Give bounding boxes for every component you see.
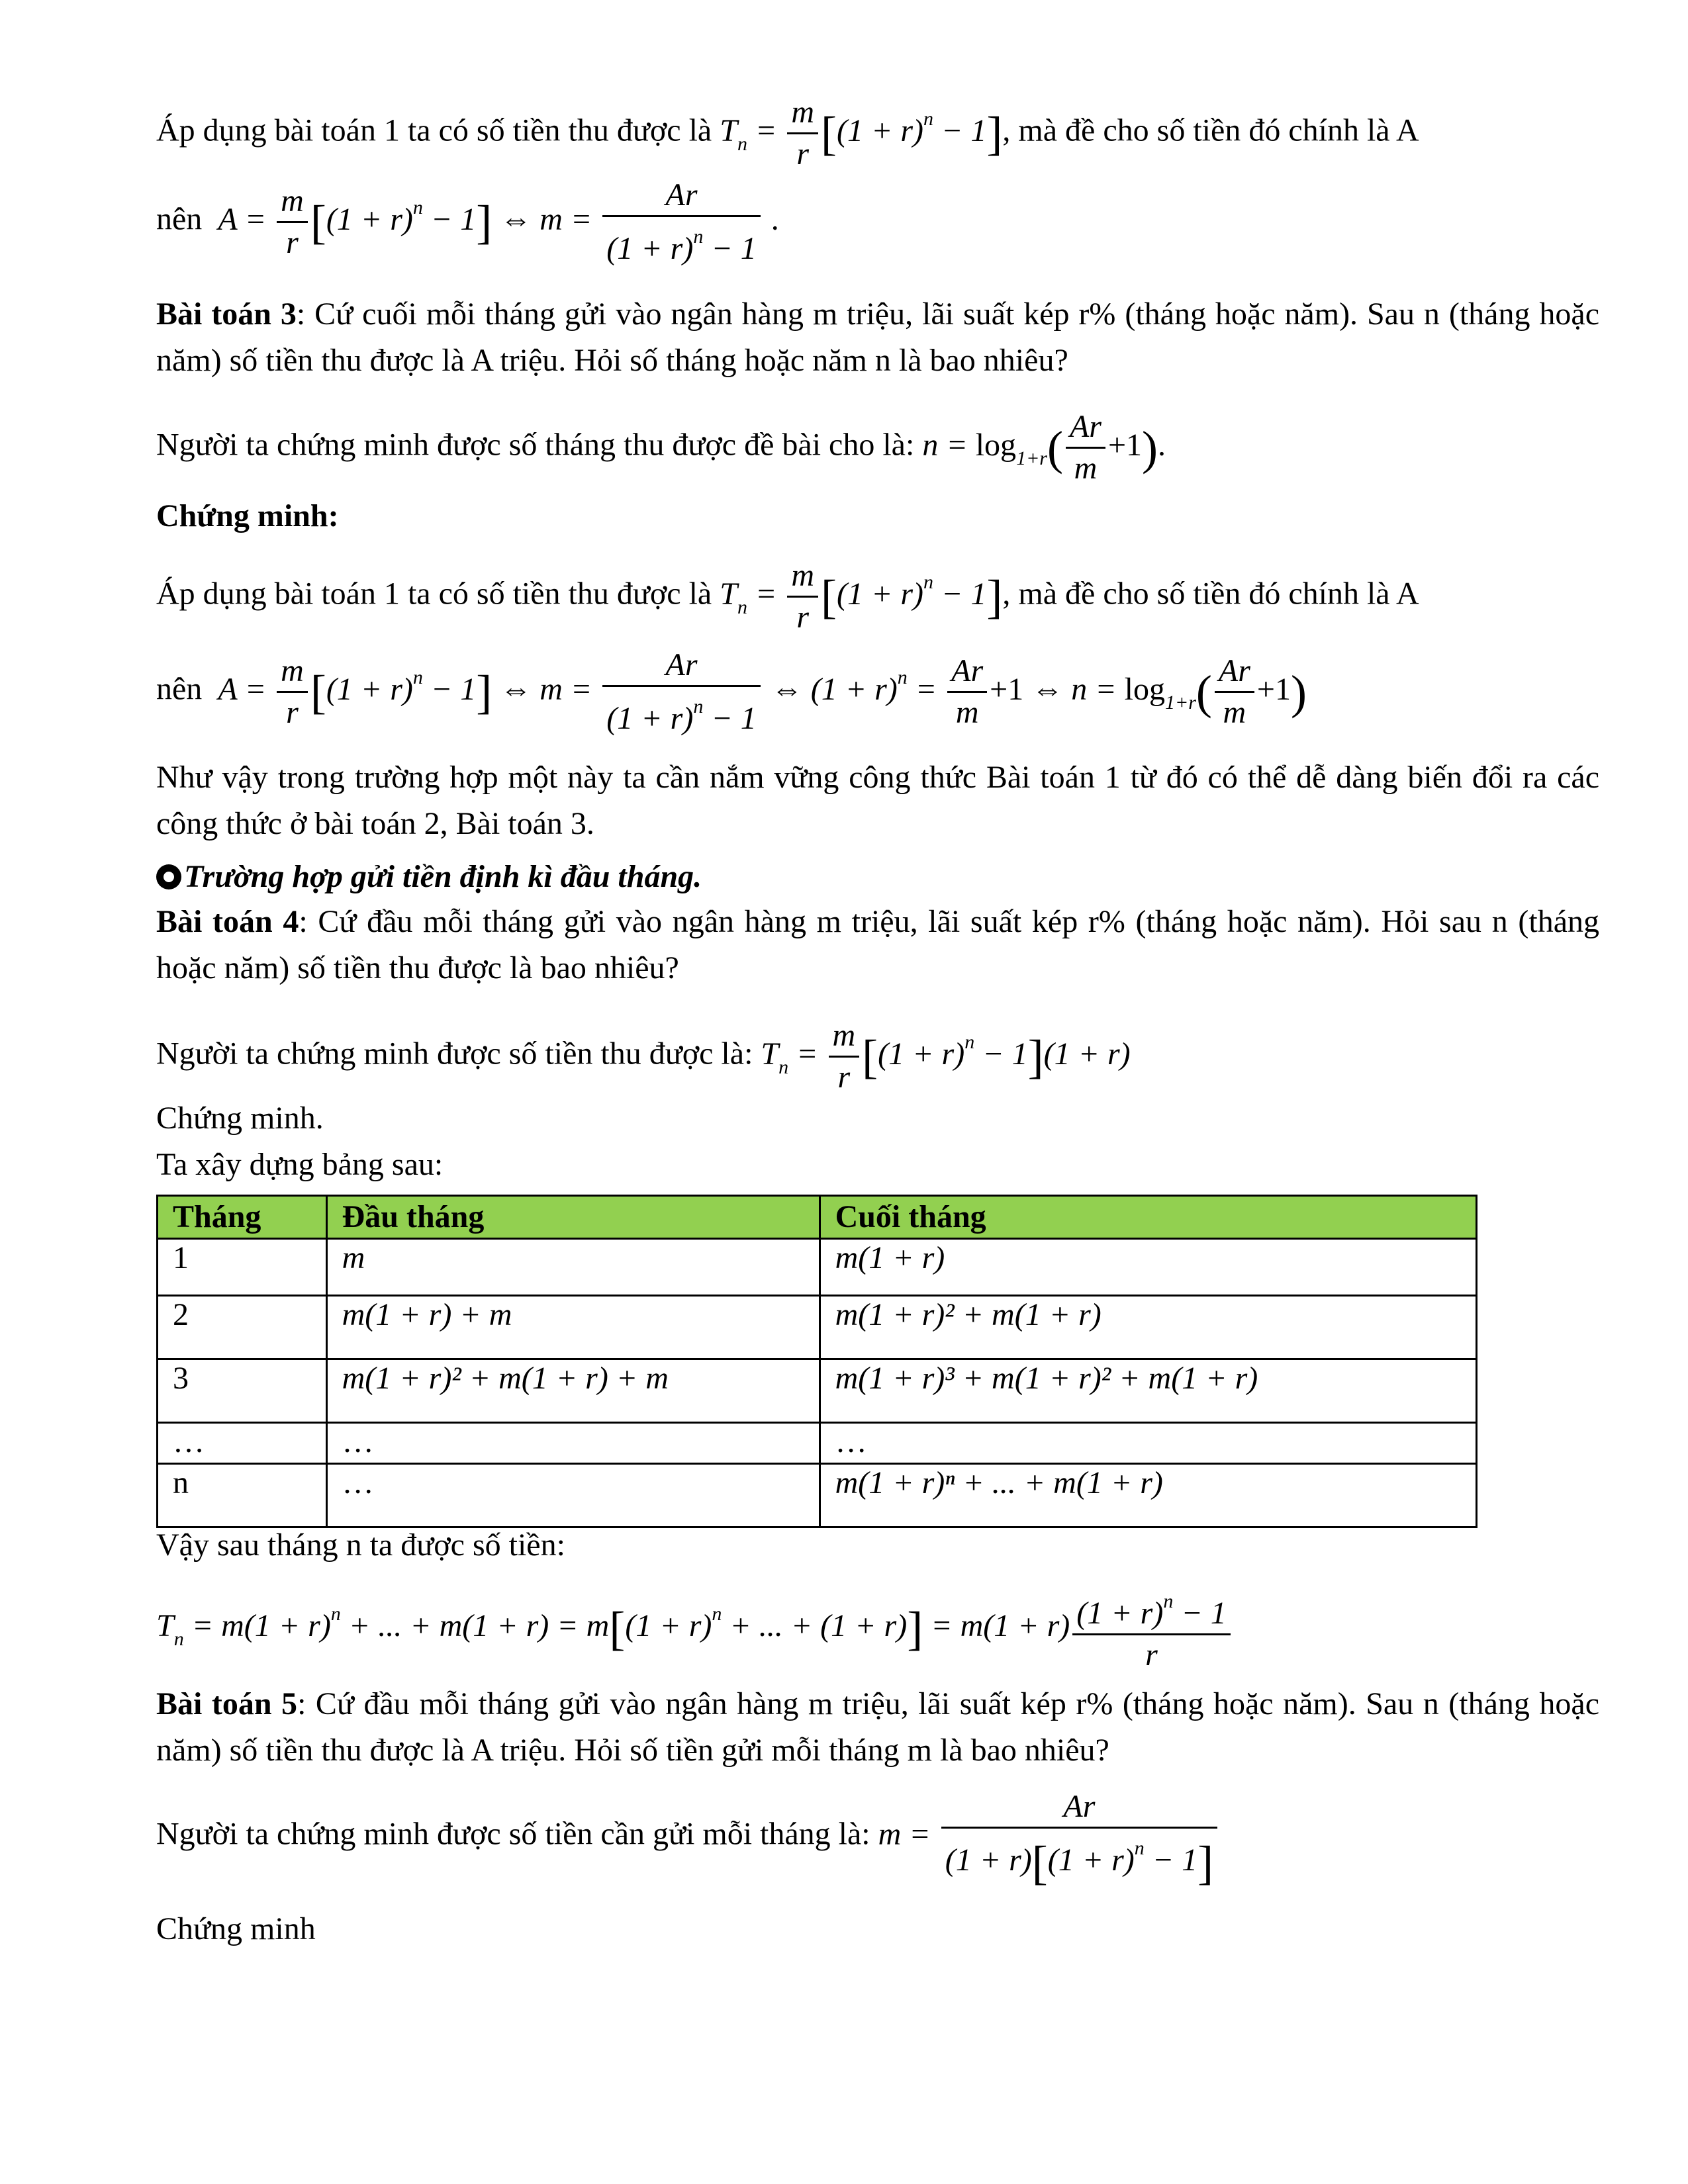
bai-toan-5-text: : Cứ đầu mỗi tháng gửi vào ngân hàng m triệu, lãi suất kép r% (tháng hoặc năm). Sau n (tháng hoặc năm) số tiền thu được là A triệu. Hỏi số tiền gửi mỗi tháng m là bao nhiêu?	[156, 1686, 1600, 1768]
paragraph-bai-toan-4	[156, 899, 1599, 991]
cell-month: 3	[158, 1359, 327, 1423]
table-row	[158, 1359, 1477, 1423]
cell-month: 1	[158, 1239, 327, 1296]
cell-start: …	[326, 1464, 820, 1527]
cell-start: m(1 + r)² + m(1 + r) + m	[326, 1359, 820, 1423]
cell-start: m	[326, 1239, 820, 1296]
text-apply-bt1-2: Áp dụng bài toán 1 ta có số tiền thu được là	[156, 576, 712, 612]
paragraph-bt4-claim	[156, 1016, 1599, 1097]
header-cuoi-thang: Cuối tháng	[820, 1196, 1476, 1239]
paragraph-derive-n	[156, 645, 1599, 739]
paragraph-bai-toan-3	[156, 291, 1599, 384]
text-nen-2: nên	[156, 671, 203, 707]
paragraph-summary: Như vậy trong trường hợp một này ta cần nắm vững công thức Bài toán 1 từ đó có thể dễ dàng biến đổi ra các công thức ở bài toán 2, Bài toán 3.	[156, 760, 1599, 841]
cell-end: m(1 + r)ⁿ + ... + m(1 + r)	[820, 1464, 1476, 1527]
cell-month: 2	[158, 1296, 327, 1359]
header-thang: Tháng	[158, 1196, 327, 1239]
header-dau-thang: Đầu tháng	[326, 1196, 820, 1239]
table-row	[158, 1423, 1477, 1464]
cell-end: …	[820, 1423, 1476, 1464]
circle-bullet-icon	[156, 864, 181, 889]
proof-2: Chứng minh.	[156, 1101, 324, 1136]
bt3-claim-text: Người ta chứng minh được số tháng thu được đề bài cho là:	[156, 427, 915, 463]
formula-m-begin: m = $\frac{Ar}{(1 + r)[(1 + r)^n - 1]}$	[878, 1817, 1221, 1852]
case-heading	[156, 854, 1599, 900]
paragraph-apply-bt1	[156, 93, 1599, 174]
text-apply-bt1-2-tail: , mà đề cho số tiền đó chính là A	[1002, 576, 1419, 612]
paragraph-bt5-claim	[156, 1787, 1599, 1887]
formula-n-log: $n = \log_{1+r}$( $\frac{Ar}{m}$ +1).	[922, 428, 1166, 463]
proof-3: Chứng minh	[156, 1911, 316, 1946]
bai-toan-4-text: : Cứ đầu mỗi tháng gửi vào ngân hàng m triệu, lãi suất kép r% (tháng hoặc năm). Hỏi sau n (tháng hoặc năm) số tiền thu được là bao nhiêu?	[156, 904, 1599, 985]
table-row	[158, 1296, 1477, 1359]
deposit-table	[156, 1195, 1477, 1528]
text-apply-bt1-tail: , mà đề cho số tiền đó chính là A	[1002, 113, 1419, 148]
text-apply-bt1: Áp dụng bài toán 1 ta có số tiền thu được là	[156, 113, 712, 148]
proof-heading: Chứng minh:	[156, 498, 339, 533]
formula-tn: $T_n$ = $\frac{m}{r}$ $[(1 + r)^n - 1]$	[720, 113, 1002, 148]
cell-end: m(1 + r)³ + m(1 + r)² + m(1 + r)	[820, 1359, 1476, 1423]
text-nen: nên	[156, 201, 203, 237]
paragraph-bai-toan-5	[156, 1681, 1599, 1774]
table-row	[158, 1464, 1477, 1527]
cell-start: …	[326, 1423, 820, 1464]
formula-tn-2: $T_n$ = $\frac{m}{r}$ $[(1 + r)^n - 1]$	[720, 576, 1002, 612]
formula-tn-sum: $T_n = m(1 + r)^n$ + ... + $m(1 + r) = m[(1 + r)^n$ + ... + (1 + r)] = m(1 + r) $\frac{(1 + r)^n - 1}{r}$	[156, 1582, 1599, 1675]
cell-month: n	[158, 1464, 327, 1527]
paragraph-apply-bt1-2	[156, 556, 1599, 637]
cell-end: m(1 + r)	[820, 1239, 1476, 1296]
after-table-text: Vậy sau tháng n ta được số tiền:	[156, 1527, 565, 1563]
paragraph-derive-m	[156, 175, 1599, 269]
formula-tn-begin: $T_n$ = $\frac{m}{r}$ $[(1 + r)^n - 1](1 + r)$	[761, 1036, 1130, 1071]
table-row	[158, 1239, 1477, 1296]
paragraph-bt3-claim	[156, 407, 1599, 488]
bai-toan-3-title: Bài toán 3	[156, 296, 297, 332]
formula-derive-n: A = $\frac{m}{r}$ $[(1 + r)^n - 1]$ ⇔ m = $\frac{Ar}{(1 + r)^n - 1}$ ⇔ $(1 + r)^n$ = $\frac{Ar}{m}$ +1 ⇔ $n = \log_{1+r}$( $\frac{Ar}{m}$ +1)	[210, 672, 1307, 707]
bt5-claim-text: Người ta chứng minh được số tiền cần gửi mỗi tháng là:	[156, 1816, 870, 1852]
bai-toan-4-title: Bài toán 4	[156, 904, 299, 939]
cell-end: m(1 + r)² + m(1 + r)	[820, 1296, 1476, 1359]
bai-toan-3-text: : Cứ cuối mỗi tháng gửi vào ngân hàng m triệu, lãi suất kép r% (tháng hoặc năm). Sau n (tháng hoặc năm) số tiền thu được là A triệu. Hỏi số tháng hoặc năm n là bao nhiêu?	[156, 296, 1600, 378]
case-heading-text: Trường hợp gửi tiền định kì đầu tháng.	[184, 859, 702, 894]
bt4-claim-text: Người ta chứng minh được số tiền thu được là:	[156, 1036, 753, 1071]
cell-start: m(1 + r) + m	[326, 1296, 820, 1359]
build-table-text: Ta xây dựng bảng sau:	[156, 1147, 444, 1182]
table-header-row	[158, 1196, 1477, 1239]
bai-toan-5-title: Bài toán 5	[156, 1686, 298, 1721]
formula-derive-m: A = $\frac{m}{r}$ $[(1 + r)^n - 1]$ ⇔ m = $\frac{Ar}{(1 + r)^n - 1}$ .	[210, 202, 778, 237]
cell-month: …	[158, 1423, 327, 1464]
